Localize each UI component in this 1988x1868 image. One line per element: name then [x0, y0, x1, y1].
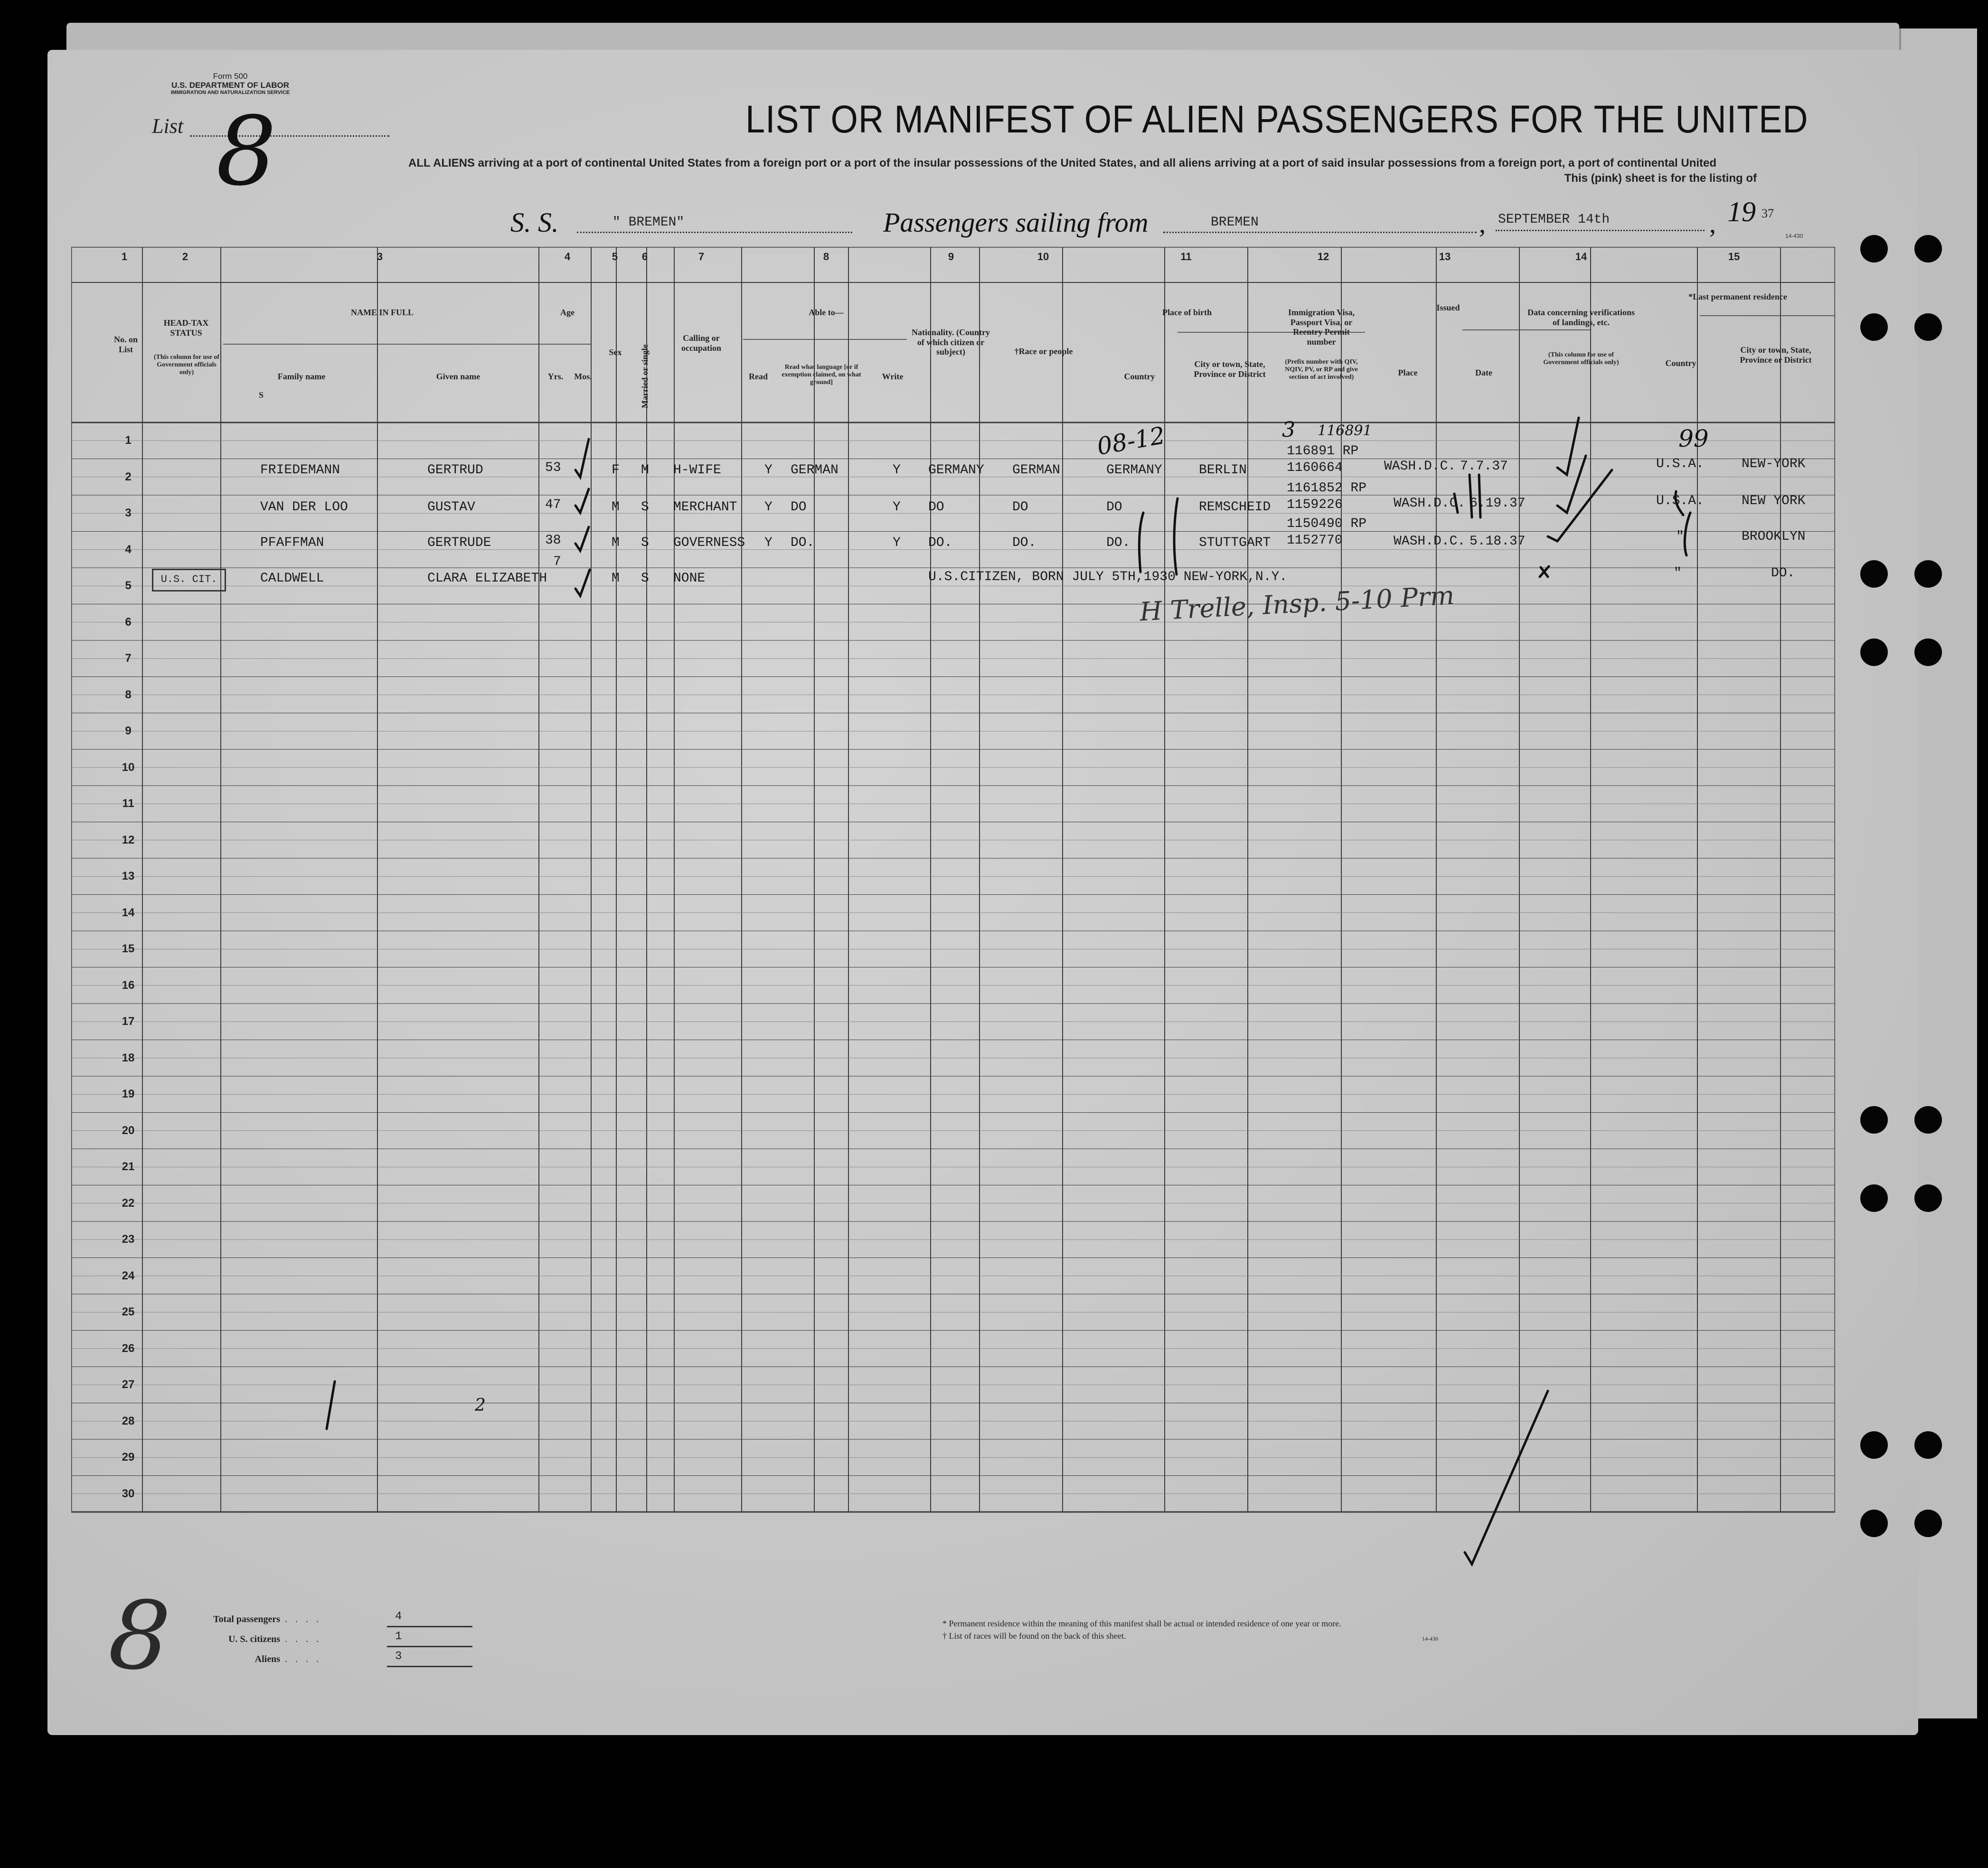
- occupation: GOVERNESS: [673, 535, 745, 550]
- visa-number-2: 1152770: [1287, 533, 1343, 548]
- race: DO: [1012, 500, 1028, 515]
- leader-dots: . . . .: [285, 1634, 321, 1644]
- pen-stroke: [1676, 491, 1683, 515]
- form-code: 14-430: [1785, 233, 1803, 239]
- read: Y: [764, 463, 773, 478]
- residence-city: NEW YORK: [1742, 494, 1806, 508]
- leader-dots: . . . .: [285, 1654, 321, 1664]
- residence-country: ": [1674, 566, 1682, 581]
- binder-hole: [1914, 235, 1942, 263]
- col-number-14: 14: [1575, 251, 1587, 263]
- sex: M: [612, 535, 620, 550]
- comma: ,: [1479, 209, 1486, 239]
- hdr-birth-city: City or town, State, Province or District: [1194, 359, 1266, 379]
- col-number-8: 8: [823, 251, 829, 263]
- hdr-visa: Immigration Visa, Passport Visa, or Reentry Permit number: [1288, 308, 1355, 347]
- row-number: 15: [122, 942, 135, 955]
- ship-name: " BREMEN": [612, 215, 685, 230]
- row-number: 9: [125, 724, 132, 737]
- x-mark: [1540, 566, 1549, 577]
- nationality: DO.: [928, 535, 952, 550]
- hdr-place-of-birth: Place of birth: [1162, 308, 1212, 317]
- pen-stroke: [1139, 513, 1143, 572]
- occupation: NONE: [673, 571, 706, 586]
- read: Y: [764, 500, 773, 515]
- col-number-13: 13: [1439, 251, 1451, 263]
- issued-date: 6.19.37: [1470, 496, 1526, 511]
- pen-stroke: [1685, 513, 1690, 555]
- residence-city: DO.: [1771, 566, 1795, 581]
- head-tax-stamp: U.S. CIT.: [152, 569, 226, 591]
- hdr-head-tax: HEAD-TAX STATUS: [163, 318, 209, 338]
- hdr-given-name: Given name: [436, 372, 481, 381]
- hdr-issued: Issued: [1436, 303, 1460, 312]
- hdr-res-country: Country: [1665, 358, 1696, 368]
- row-number: 18: [122, 1051, 135, 1064]
- sex: M: [612, 500, 620, 515]
- form-number: Form 500: [213, 72, 248, 81]
- check-mark: [575, 570, 590, 596]
- issued-date: 7.7.37: [1460, 459, 1508, 474]
- department-name: U.S. DEPARTMENT OF LABOR: [171, 80, 290, 90]
- inspector-signature: H Trelle, Insp. 5-10 Prm: [1139, 580, 1455, 627]
- pen-stroke: [1454, 494, 1458, 513]
- row-number: 7: [125, 652, 132, 665]
- handwritten-birth-note: 08-12: [1095, 421, 1168, 461]
- occupation: H-WIFE: [673, 463, 721, 478]
- binder-hole: [1914, 1510, 1942, 1537]
- row-number: 20: [122, 1124, 135, 1137]
- row-number: 23: [122, 1233, 135, 1246]
- hdr-issued-place: Place: [1398, 368, 1418, 377]
- row-number: 16: [122, 978, 135, 992]
- list-number-handwritten: 8: [216, 96, 277, 207]
- citizen-remark: U.S.CITIZEN, BORN JULY 5TH,1930 NEW-YORK,N.Y.: [928, 570, 1288, 584]
- check-mark: [575, 527, 589, 551]
- married-single: S: [641, 535, 649, 550]
- row-number: 13: [122, 870, 135, 882]
- age-years: 38: [545, 533, 561, 548]
- visa-number-2: 1160664: [1287, 460, 1343, 475]
- hdr-family-sub: S: [258, 390, 264, 400]
- hdr-write: Write: [882, 372, 904, 381]
- write: Y: [893, 463, 901, 478]
- hdr-married: Married or single: [640, 344, 650, 408]
- comma: ,: [1709, 209, 1716, 239]
- col-number-7: 7: [698, 251, 705, 263]
- handwritten-visa-number: 116891: [1318, 422, 1372, 439]
- given-name: GUSTAV: [427, 500, 475, 515]
- sailing-date: SEPTEMBER 14th: [1498, 212, 1610, 227]
- hdr-verifications: Data concerning verifications of landings, etc.: [1527, 308, 1635, 327]
- write: Y: [893, 535, 901, 550]
- subtitle-line-1: ALL ALIENS arriving at a port of continental United States from a foreign port or a port of the insular possessions of the United States, and all aliens arriving at a port of said insular possessions from a foreign port, a port of continental United: [408, 157, 1717, 169]
- write: Y: [893, 500, 901, 515]
- col-number-4: 4: [564, 251, 571, 263]
- residence-country: ": [1676, 529, 1684, 544]
- hdr-calling: Calling or occupation: [681, 333, 721, 353]
- hdr-birth-country: Country: [1124, 372, 1155, 381]
- handwritten-visa-3: 3: [1282, 418, 1295, 442]
- list-label: List: [152, 114, 184, 138]
- hdr-read: Read: [749, 372, 768, 381]
- visa-number: 1150490 RP: [1287, 516, 1367, 531]
- hdr-family-name: Family name: [277, 372, 326, 381]
- stray-mark: 2: [475, 1396, 486, 1415]
- row-number: 2: [125, 470, 132, 483]
- us-citizens-value: 1: [395, 1630, 402, 1643]
- row-number: 4: [125, 543, 132, 556]
- pen-stroke: [1479, 475, 1480, 517]
- sailing-label: Passengers sailing from: [883, 207, 1149, 238]
- binder-hole: [1860, 638, 1888, 666]
- married-single: S: [641, 571, 649, 586]
- footer-form-code: 14-430: [1422, 1635, 1438, 1642]
- pen-stroke: [327, 1381, 335, 1429]
- ss-label: S. S.: [510, 207, 559, 238]
- read: Y: [764, 535, 773, 550]
- total-passengers-label: Total passengers: [213, 1614, 280, 1624]
- married-single: M: [641, 463, 649, 478]
- row-number: 29: [122, 1451, 135, 1464]
- issued-place: WASH.D.C.: [1384, 459, 1456, 474]
- hdr-head-tax-note: (This column for use of Government officials only): [153, 354, 220, 376]
- total-passengers-line: [387, 1626, 472, 1627]
- family-name: VAN DER LOO: [260, 500, 348, 515]
- row-number: 12: [122, 833, 135, 846]
- family-name: CALDWELL: [260, 571, 324, 586]
- binder-hole: [1860, 1184, 1888, 1212]
- col-number-11: 11: [1180, 251, 1192, 263]
- sex: M: [612, 571, 620, 586]
- col-number-6: 6: [641, 251, 648, 263]
- page-title: LIST OR MANIFEST OF ALIEN PASSENGERS FOR THE UNITED: [745, 98, 1809, 141]
- family-name: FRIEDEMANN: [260, 463, 340, 478]
- check-mark: [1557, 456, 1586, 513]
- row-number: 10: [122, 760, 135, 774]
- nationality: GERMANY: [928, 463, 984, 478]
- row-number: 26: [122, 1342, 135, 1355]
- hdr-verifications-note: (This column for use of Government officials only): [1543, 351, 1619, 366]
- check-mark: [575, 489, 589, 513]
- age-years: 7: [553, 554, 561, 569]
- birth-city: BERLIN: [1199, 463, 1247, 478]
- col-number-12: 12: [1317, 251, 1329, 263]
- us-citizens-line: [387, 1646, 472, 1647]
- row-number: 17: [122, 1015, 135, 1028]
- row-number: 5: [125, 579, 132, 592]
- binder-hole: [1860, 235, 1888, 263]
- occupation: MERCHANT: [673, 500, 737, 515]
- binder-hole: [1860, 1510, 1888, 1537]
- birth-country: GERMANY: [1106, 463, 1162, 478]
- hdr-sex: Sex: [609, 347, 622, 357]
- row-number: 22: [122, 1196, 135, 1210]
- birth-country: DO: [1106, 500, 1122, 515]
- row-number: 8: [125, 688, 132, 701]
- hdr-no-on-list: No. on List: [113, 335, 138, 354]
- hdr-issued-date: Date: [1475, 368, 1492, 377]
- leader-dots: . . . .: [285, 1614, 321, 1624]
- binder-hole: [1914, 638, 1942, 666]
- col-number-2: 2: [182, 251, 188, 263]
- col-number-15: 15: [1728, 251, 1740, 263]
- subtitle-line-2: This (pink) sheet is for the listing of: [1564, 172, 1757, 185]
- family-name: PFAFFMAN: [260, 535, 324, 550]
- binder-hole: [1914, 560, 1942, 588]
- age-years: 53: [545, 460, 561, 475]
- race: GERMAN: [1012, 463, 1060, 478]
- sex: F: [612, 463, 620, 478]
- hdr-able-to: Able to—: [809, 308, 844, 317]
- hdr-mos: Mos.: [574, 372, 592, 381]
- footnote-races: † List of races will be found on the back of this sheet.: [942, 1631, 1126, 1641]
- binder-hole: [1860, 560, 1888, 588]
- aliens-value: 3: [395, 1650, 402, 1663]
- sailing-port: BREMEN: [1211, 215, 1259, 230]
- footnote-residence: * Permanent residence within the meaning of this manifest shall be actual or intended residence of one year or more.: [942, 1619, 1341, 1628]
- given-name: GERTRUDE: [427, 535, 491, 550]
- binder-hole: [1860, 1106, 1888, 1134]
- hdr-res-city: City or town, State, Province or District: [1740, 345, 1812, 365]
- visa-number: 1161852 RP: [1287, 481, 1367, 496]
- large-check-mark: [1465, 1391, 1548, 1564]
- residence-country: U.S.A.: [1656, 494, 1704, 508]
- binder-hole: [1914, 313, 1942, 341]
- check-mark: [1557, 418, 1579, 475]
- binder-hole: [1860, 1431, 1888, 1459]
- col-number-3: 3: [377, 251, 383, 263]
- pen-stroke: [1470, 475, 1472, 517]
- hdr-last-residence: *Last permanent residence: [1688, 292, 1787, 301]
- col-number-5: 5: [612, 251, 618, 263]
- check-mark: [575, 439, 589, 477]
- given-name: GERTRUD: [427, 463, 483, 478]
- row-number: 11: [122, 797, 134, 810]
- hdr-read-language: Read what language [or if exemption claimed, on what ground]: [782, 364, 861, 386]
- row-number: 19: [122, 1088, 135, 1100]
- issued-date: 5.18.37: [1470, 534, 1526, 549]
- row-number: 14: [122, 906, 135, 919]
- row-number: 24: [122, 1269, 135, 1282]
- year-suffix: 37: [1762, 207, 1774, 220]
- birth-city: REMSCHEID: [1199, 500, 1271, 515]
- binder-hole: [1914, 1106, 1942, 1134]
- row-number: 28: [122, 1414, 135, 1427]
- handwritten-residence-note: 99: [1678, 425, 1709, 452]
- aliens-label: Aliens: [254, 1654, 280, 1664]
- total-passengers-value: 4: [395, 1610, 402, 1623]
- language: DO.: [791, 535, 815, 550]
- binder-hole: [1914, 1431, 1942, 1459]
- race: DO.: [1012, 535, 1036, 550]
- age-years: 47: [545, 498, 561, 512]
- col-number-10: 10: [1037, 251, 1049, 263]
- binder-hole: [1914, 1184, 1942, 1212]
- hdr-yrs: Yrs.: [547, 372, 564, 381]
- row-number: 27: [122, 1378, 135, 1391]
- hdr-name-in-full: NAME IN FULL: [350, 308, 414, 317]
- hdr-visa-note: (Prefix number with QIV, NQIV, PV, or RP and give section of act involved): [1285, 358, 1358, 381]
- visa-number-2: 1159226: [1287, 498, 1343, 512]
- col-number-1: 1: [121, 251, 128, 263]
- nationality: DO: [928, 500, 944, 515]
- us-citizens-label: U. S. citizens: [228, 1634, 280, 1644]
- married-single: S: [641, 500, 649, 515]
- col-number-9: 9: [948, 251, 954, 263]
- binder-hole: [1860, 313, 1888, 341]
- hdr-race: †Race or people: [1014, 347, 1073, 356]
- row-number: 1: [125, 434, 132, 447]
- residence-city: BROOKLYN: [1742, 529, 1806, 544]
- birth-city: STUTTGART: [1199, 535, 1271, 550]
- year-prefix: 19: [1727, 196, 1756, 227]
- hdr-age: Age: [560, 308, 575, 317]
- row-number: 30: [122, 1487, 135, 1500]
- row-number: 6: [125, 615, 132, 629]
- issued-place: WASH.D.C.: [1394, 534, 1466, 549]
- residence-country: U.S.A.: [1656, 457, 1704, 471]
- residence-city: NEW-YORK: [1742, 457, 1806, 471]
- language: GERMAN: [791, 463, 839, 478]
- issued-place: WASH.D.C.: [1394, 496, 1466, 511]
- margin-number: 8: [105, 1578, 174, 1694]
- language: DO: [791, 500, 807, 515]
- row-number: 25: [122, 1305, 135, 1318]
- aliens-line: [387, 1666, 472, 1667]
- visa-number: 116891 RP: [1287, 444, 1359, 459]
- hdr-nationality: Nationality. (Country of which citizen or subject): [912, 328, 990, 357]
- row-number: 3: [125, 507, 132, 519]
- service-name: IMMIGRATION AND NATURALIZATION SERVICE: [170, 90, 290, 96]
- given-name: CLARA ELIZABETH: [427, 571, 547, 586]
- birth-country: DO.: [1106, 535, 1131, 550]
- pen-stroke: [1174, 498, 1178, 574]
- row-number: 21: [122, 1160, 135, 1173]
